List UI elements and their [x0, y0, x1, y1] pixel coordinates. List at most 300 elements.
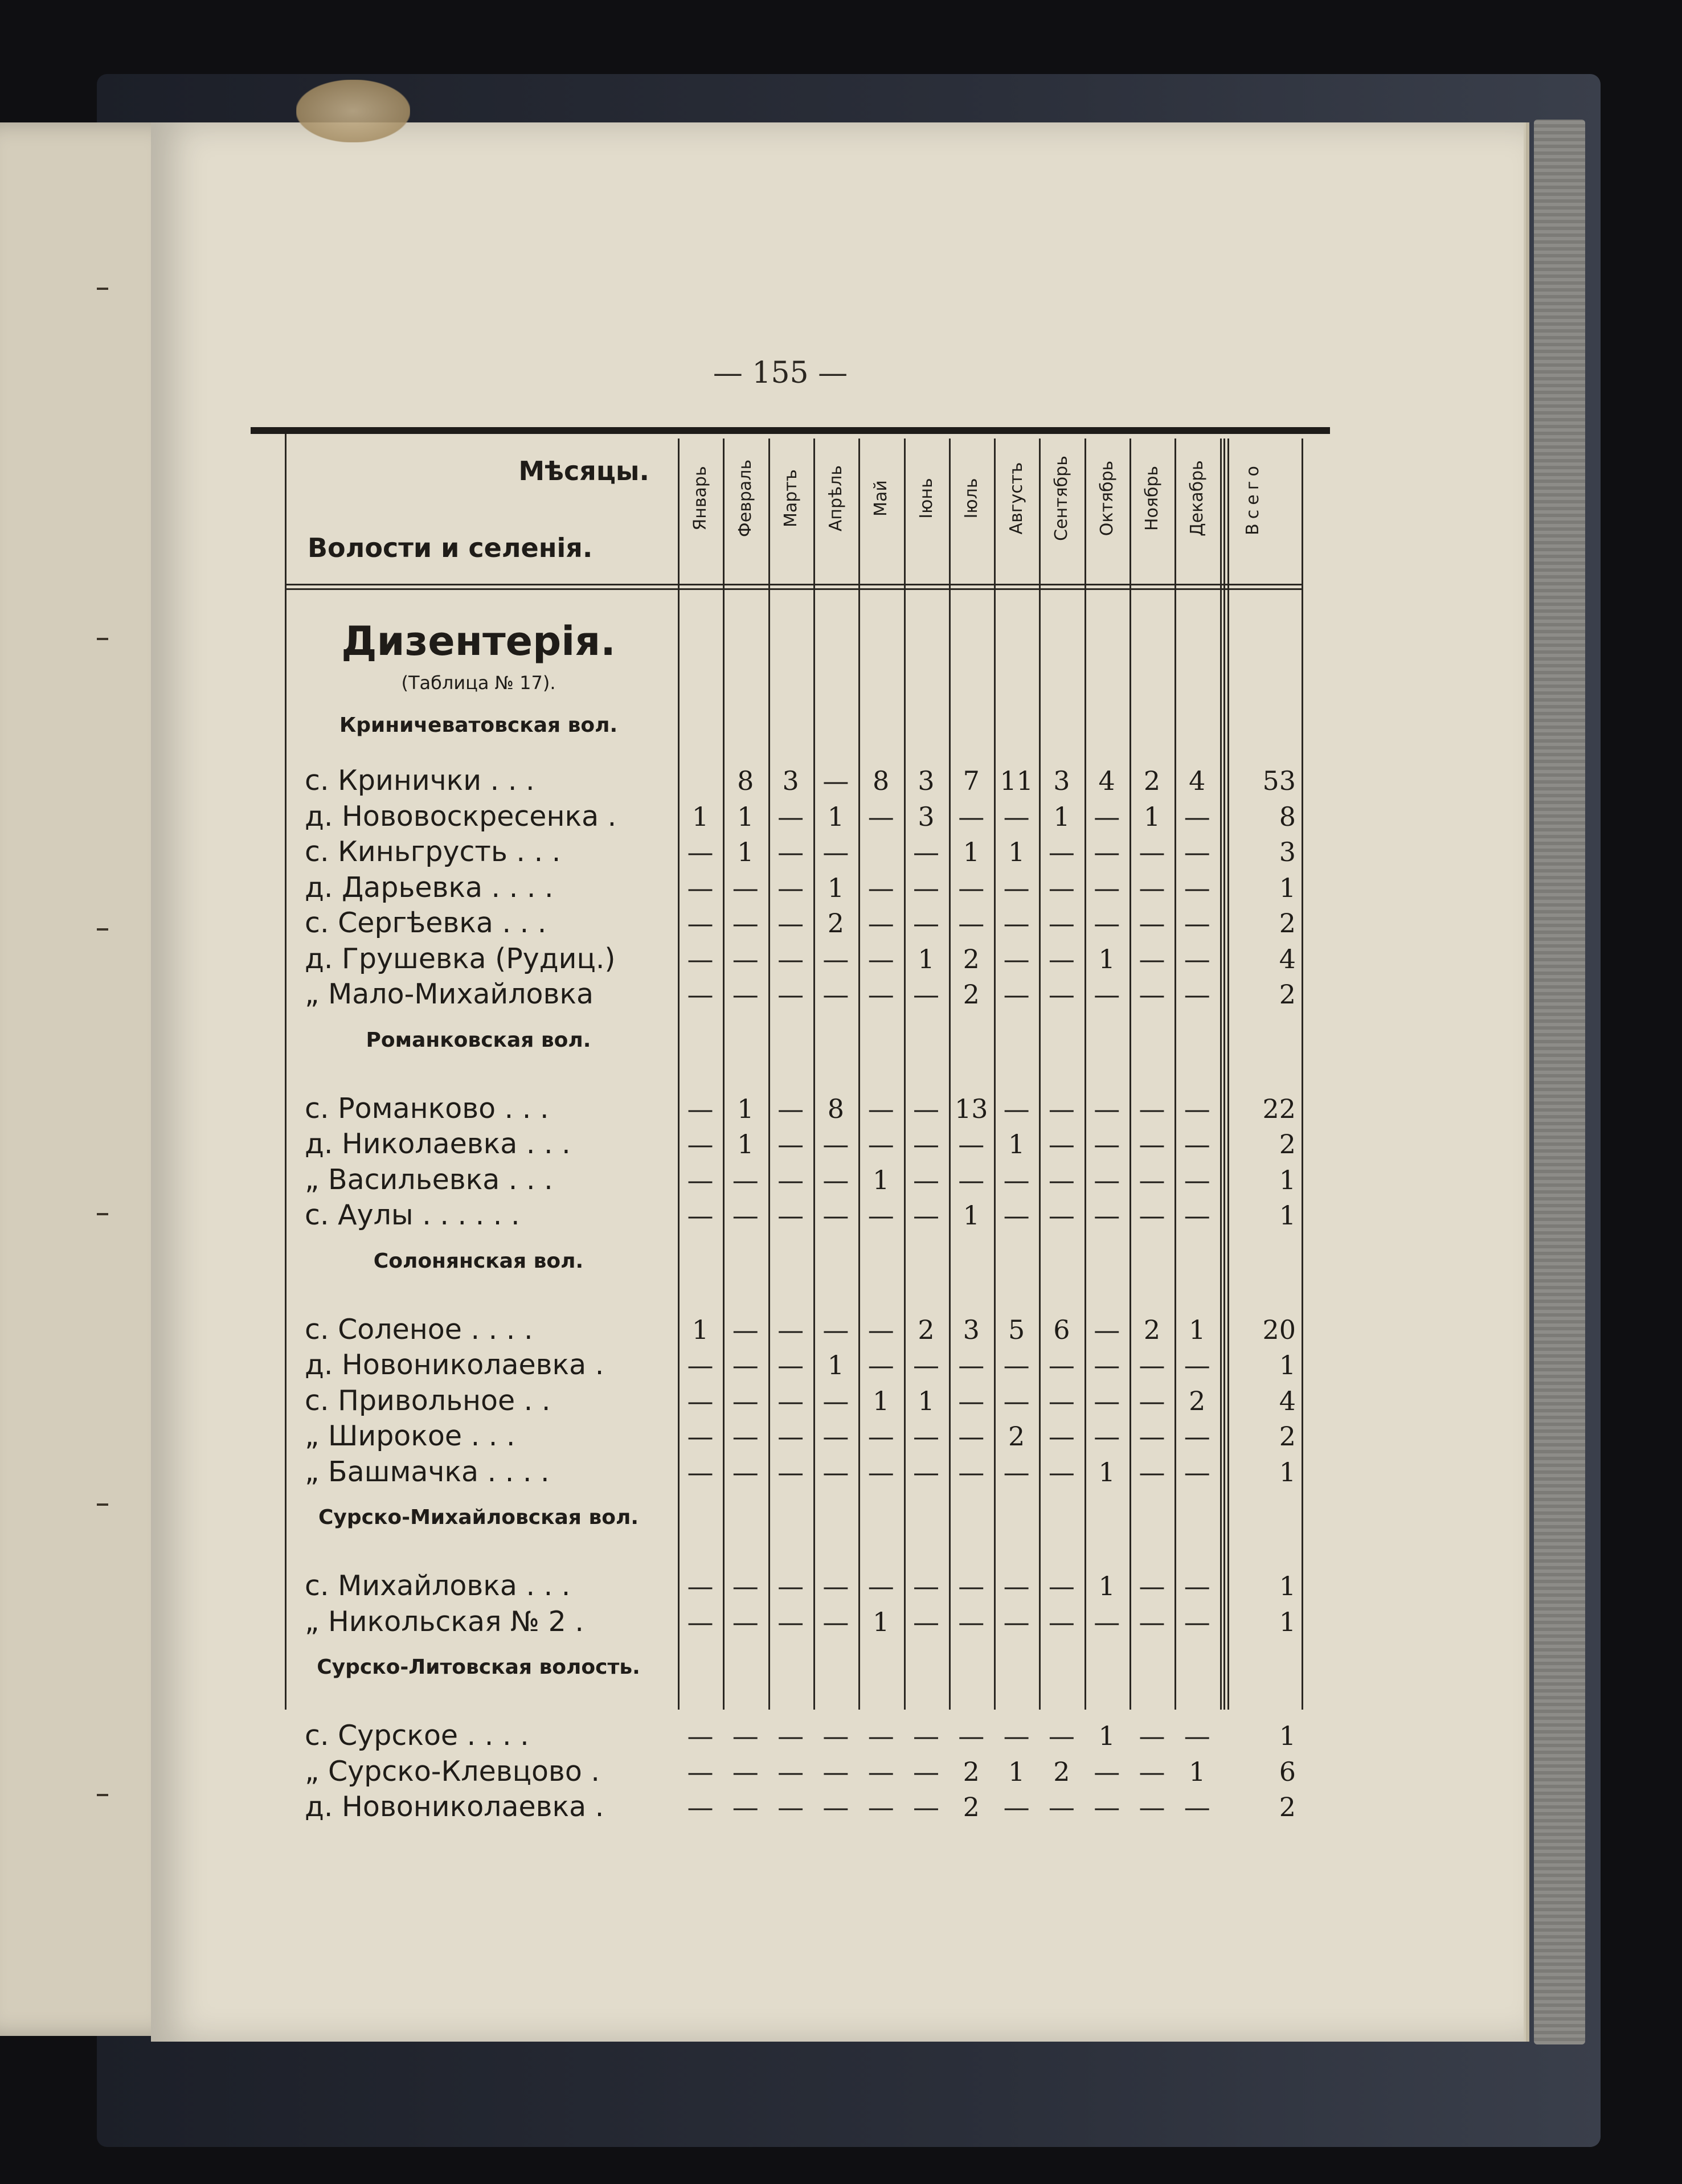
- month-value-cell: 3: [1053, 765, 1070, 796]
- month-value-cell: 1: [963, 1200, 980, 1231]
- total-column-line: [1223, 439, 1225, 1710]
- total-value-cell: 2: [1279, 908, 1296, 939]
- month-value-cell: —: [1139, 1385, 1165, 1416]
- month-value-cell: —: [1184, 1164, 1210, 1195]
- month-value-cell: —: [867, 943, 894, 974]
- village-name: с. Романково . . .: [305, 1092, 549, 1125]
- village-name: д. Николаевка . . .: [305, 1128, 571, 1160]
- month-value-cell: 1: [827, 872, 845, 903]
- month-value-cell: —: [867, 1720, 894, 1751]
- month-value-cell: —: [913, 1571, 939, 1601]
- month-value-cell: —: [687, 1200, 714, 1231]
- month-value-cell: 1: [1008, 837, 1025, 867]
- total-value-cell: 20: [1262, 1314, 1296, 1345]
- month-value-cell: —: [822, 943, 849, 974]
- month-value-cell: —: [867, 1792, 894, 1822]
- month-value-cell: 1: [1098, 1456, 1115, 1488]
- month-header: Іюль: [961, 478, 981, 519]
- month-value-cell: 1: [873, 1606, 890, 1637]
- month-value-cell: —: [1139, 1164, 1165, 1195]
- month-value-cell: 1: [873, 1164, 890, 1195]
- month-value-cell: —: [958, 1421, 985, 1452]
- month-value-cell: —: [1003, 1720, 1030, 1751]
- month-value-cell: —: [822, 1456, 849, 1488]
- month-value-cell: —: [1003, 872, 1030, 903]
- month-header: Сентябрь: [1051, 456, 1072, 541]
- margin-mark: [97, 1503, 108, 1506]
- month-value-cell: —: [687, 1756, 714, 1787]
- column-line: [723, 439, 725, 1710]
- month-value-cell: 1: [873, 1385, 890, 1416]
- month-value-cell: 2: [918, 1314, 935, 1345]
- month-header: Мартъ: [780, 469, 801, 527]
- month-value-cell: —: [822, 837, 849, 867]
- month-value-cell: —: [777, 1093, 804, 1124]
- month-value-cell: —: [913, 1456, 939, 1488]
- village-name: д. Новониколаевка .: [305, 1349, 604, 1381]
- month-value-cell: —: [867, 801, 894, 832]
- header-villages-label: Волости и селенія.: [308, 532, 593, 563]
- month-value-cell: —: [687, 1350, 714, 1380]
- month-value-cell: —: [777, 872, 804, 903]
- table-title: Дизентерія.: [341, 618, 616, 665]
- page-number: — 155 —: [713, 356, 848, 390]
- month-value-cell: 8: [873, 765, 890, 796]
- month-value-cell: —: [913, 1164, 939, 1195]
- month-value-cell: —: [1048, 1385, 1075, 1416]
- month-value-cell: —: [687, 837, 714, 867]
- month-value-cell: 2: [963, 979, 980, 1010]
- month-value-cell: —: [1184, 872, 1210, 903]
- month-value-cell: —: [822, 1571, 849, 1601]
- month-value-cell: 2: [1053, 1756, 1070, 1787]
- column-line: [994, 439, 996, 1710]
- month-value-cell: —: [1003, 1350, 1030, 1380]
- month-value-cell: —: [1184, 1093, 1210, 1124]
- village-name: с. Киньгрусть . . .: [305, 835, 561, 868]
- month-value-cell: —: [687, 1792, 714, 1822]
- village-name: „ Мало-Михайловка: [305, 978, 594, 1010]
- column-line: [904, 439, 906, 1710]
- total-column-line: [1227, 439, 1229, 1710]
- header-separator: [285, 584, 1302, 585]
- month-value-cell: 1: [1098, 1571, 1115, 1601]
- village-name: „ Сурско-Клевцово .: [305, 1755, 600, 1788]
- month-value-cell: —: [687, 1456, 714, 1488]
- month-value-cell: —: [687, 1606, 714, 1637]
- village-name: „ Широкое . . .: [305, 1420, 515, 1452]
- month-value-cell: —: [1184, 1200, 1210, 1231]
- month-value-cell: —: [913, 908, 939, 939]
- month-value-cell: —: [1094, 1164, 1120, 1195]
- month-value-cell: —: [1048, 1350, 1075, 1380]
- month-value-cell: 3: [963, 1314, 980, 1345]
- total-value-cell: 2: [1279, 1421, 1296, 1452]
- month-value-cell: 1: [1098, 943, 1115, 974]
- month-value-cell: —: [958, 1350, 985, 1380]
- month-header: Августъ: [1006, 462, 1027, 535]
- month-value-cell: —: [822, 1792, 849, 1822]
- month-value-cell: —: [732, 943, 759, 974]
- table-right-border: [1302, 439, 1303, 1710]
- month-value-cell: —: [1048, 837, 1075, 867]
- month-value-cell: —: [822, 1129, 849, 1159]
- month-value-cell: —: [1184, 943, 1210, 974]
- month-value-cell: 2: [963, 1756, 980, 1787]
- month-value-cell: —: [1048, 1421, 1075, 1452]
- month-value-cell: —: [777, 1720, 804, 1751]
- month-value-cell: —: [1003, 1606, 1030, 1637]
- month-value-cell: —: [913, 979, 939, 1010]
- margin-mark: [97, 928, 108, 931]
- month-header: Январь: [690, 466, 710, 531]
- month-value-cell: —: [913, 1200, 939, 1231]
- month-value-cell: —: [1048, 908, 1075, 939]
- month-value-cell: 8: [827, 1093, 845, 1124]
- month-value-cell: —: [867, 1350, 894, 1380]
- month-value-cell: 6: [1053, 1314, 1070, 1345]
- month-header: Апрѣль: [825, 465, 846, 532]
- month-value-cell: —: [1094, 1314, 1120, 1345]
- month-value-cell: —: [1094, 872, 1120, 903]
- month-value-cell: —: [867, 1314, 894, 1345]
- month-value-cell: —: [732, 1792, 759, 1822]
- month-value-cell: —: [958, 1606, 985, 1637]
- month-value-cell: —: [1139, 1720, 1165, 1751]
- margin-mark: [97, 288, 108, 290]
- month-value-cell: —: [777, 1606, 804, 1637]
- month-value-cell: —: [687, 872, 714, 903]
- month-value-cell: —: [687, 943, 714, 974]
- month-value-cell: —: [1184, 1421, 1210, 1452]
- month-value-cell: —: [777, 1350, 804, 1380]
- district-heading: Сурско-Михайловская вол.: [318, 1506, 639, 1529]
- month-value-cell: 1: [1143, 801, 1161, 832]
- total-value-cell: 2: [1279, 979, 1296, 1010]
- month-value-cell: 1: [1189, 1756, 1206, 1787]
- total-header: Всего: [1243, 461, 1263, 535]
- column-line: [678, 439, 680, 1710]
- month-value-cell: —: [1048, 979, 1075, 1010]
- month-value-cell: —: [1003, 908, 1030, 939]
- table-subtitle: (Таблица № 17).: [401, 672, 556, 694]
- month-value-cell: —: [687, 1571, 714, 1601]
- month-value-cell: —: [867, 872, 894, 903]
- month-value-cell: —: [732, 1200, 759, 1231]
- month-value-cell: —: [822, 1421, 849, 1452]
- month-value-cell: —: [1184, 801, 1210, 832]
- district-heading: Сурско-Литовская волость.: [317, 1656, 640, 1679]
- month-value-cell: —: [1139, 1200, 1165, 1231]
- month-value-cell: —: [822, 1756, 849, 1787]
- month-value-cell: —: [822, 1314, 849, 1345]
- month-value-cell: —: [1184, 1129, 1210, 1159]
- column-line: [1039, 439, 1041, 1710]
- village-name: с. Сергѣевка . . .: [305, 907, 547, 939]
- total-value-cell: 1: [1279, 1350, 1296, 1380]
- month-value-cell: 1: [691, 801, 709, 832]
- column-line: [1084, 439, 1086, 1710]
- month-value-cell: —: [867, 908, 894, 939]
- month-value-cell: —: [1139, 1093, 1165, 1124]
- month-value-cell: —: [1139, 979, 1165, 1010]
- month-value-cell: —: [1139, 1129, 1165, 1159]
- total-value-cell: 53: [1262, 765, 1296, 796]
- month-value-cell: —: [958, 872, 985, 903]
- month-value-cell: —: [777, 801, 804, 832]
- total-value-cell: 1: [1279, 1200, 1296, 1231]
- village-name: д. Грушевка (Рудиц.): [305, 942, 616, 975]
- month-value-cell: —: [1048, 1200, 1075, 1231]
- village-name: д. Новониколаевка .: [305, 1790, 604, 1823]
- month-value-cell: 1: [1189, 1314, 1206, 1345]
- month-value-cell: 2: [1143, 1314, 1161, 1345]
- month-value-cell: —: [777, 1385, 804, 1416]
- margin-mark: [97, 638, 108, 640]
- month-value-cell: 1: [737, 801, 754, 832]
- month-value-cell: 4: [1098, 765, 1115, 796]
- month-value-cell: —: [1003, 1385, 1030, 1416]
- month-value-cell: —: [732, 1756, 759, 1787]
- month-value-cell: —: [1139, 1606, 1165, 1637]
- month-value-cell: —: [1003, 943, 1030, 974]
- month-value-cell: —: [1048, 943, 1075, 974]
- month-value-cell: —: [1094, 1756, 1120, 1787]
- month-value-cell: 7: [963, 765, 980, 796]
- month-value-cell: —: [1048, 1792, 1075, 1822]
- month-value-cell: —: [777, 1200, 804, 1231]
- month-value-cell: 1: [737, 1129, 754, 1159]
- month-value-cell: —: [777, 1456, 804, 1488]
- book-cloth-edge: [1534, 120, 1585, 2044]
- month-value-cell: 1: [918, 943, 935, 974]
- month-value-cell: —: [1139, 1571, 1165, 1601]
- total-value-cell: 4: [1279, 1385, 1296, 1416]
- column-line: [949, 439, 951, 1710]
- month-value-cell: —: [1094, 979, 1120, 1010]
- header-months-label: Мѣсяцы.: [518, 456, 649, 486]
- total-value-cell: 1: [1279, 1571, 1296, 1601]
- month-value-cell: —: [1094, 1385, 1120, 1416]
- month-value-cell: —: [958, 1129, 985, 1159]
- month-value-cell: 11: [1000, 765, 1033, 796]
- month-value-cell: —: [1184, 1571, 1210, 1601]
- month-value-cell: —: [1094, 1350, 1120, 1380]
- month-value-cell: —: [777, 837, 804, 867]
- month-value-cell: —: [732, 1456, 759, 1488]
- month-value-cell: —: [732, 1164, 759, 1195]
- month-value-cell: —: [1139, 1792, 1165, 1822]
- column-line: [1174, 439, 1176, 1710]
- month-value-cell: —: [913, 837, 939, 867]
- month-value-cell: 3: [918, 765, 935, 796]
- district-heading: Криничеватовская вол.: [339, 714, 618, 737]
- month-value-cell: —: [732, 1385, 759, 1416]
- month-value-cell: —: [732, 1720, 759, 1751]
- column-line: [1220, 439, 1222, 1710]
- month-value-cell: —: [913, 1129, 939, 1159]
- month-value-cell: —: [1094, 1606, 1120, 1637]
- month-value-cell: —: [867, 1093, 894, 1124]
- total-value-cell: 1: [1279, 1720, 1296, 1751]
- month-value-cell: —: [913, 1350, 939, 1380]
- month-value-cell: —: [958, 1164, 985, 1195]
- month-value-cell: —: [1139, 1350, 1165, 1380]
- month-header: Февраль: [735, 459, 756, 538]
- month-value-cell: 2: [963, 1792, 980, 1822]
- month-value-cell: —: [732, 979, 759, 1010]
- month-value-cell: —: [1048, 872, 1075, 903]
- month-value-cell: —: [732, 1350, 759, 1380]
- month-value-cell: —: [1003, 1200, 1030, 1231]
- month-value-cell: —: [687, 979, 714, 1010]
- month-value-cell: —: [1003, 801, 1030, 832]
- month-value-cell: —: [1184, 837, 1210, 867]
- month-value-cell: —: [687, 1720, 714, 1751]
- month-value-cell: [678, 763, 723, 798]
- month-value-cell: —: [732, 1314, 759, 1345]
- month-value-cell: 1: [737, 1093, 754, 1124]
- month-value-cell: —: [958, 908, 985, 939]
- month-value-cell: 1: [827, 801, 845, 832]
- total-value-cell: 22: [1262, 1093, 1296, 1124]
- month-value-cell: —: [732, 872, 759, 903]
- month-value-cell: —: [958, 801, 985, 832]
- month-value-cell: —: [1003, 1164, 1030, 1195]
- month-value-cell: —: [777, 1129, 804, 1159]
- total-value-cell: 2: [1279, 1129, 1296, 1159]
- month-value-cell: —: [1139, 837, 1165, 867]
- month-value-cell: —: [867, 1421, 894, 1452]
- month-header: Ноябрь: [1142, 465, 1162, 531]
- month-value-cell: 2: [1008, 1421, 1025, 1452]
- month-value-cell: —: [687, 1421, 714, 1452]
- month-value-cell: —: [913, 1792, 939, 1822]
- month-value-cell: —: [1094, 801, 1120, 832]
- month-value-cell: 4: [1189, 765, 1206, 796]
- total-value-cell: 8: [1279, 801, 1296, 832]
- month-value-cell: —: [867, 1756, 894, 1787]
- total-value-cell: 1: [1279, 1456, 1296, 1488]
- month-value-cell: —: [687, 908, 714, 939]
- month-value-cell: —: [1139, 872, 1165, 903]
- month-value-cell: 3: [782, 765, 799, 796]
- month-value-cell: 1: [691, 1314, 709, 1345]
- month-value-cell: —: [1048, 1456, 1075, 1488]
- month-value-cell: —: [913, 1421, 939, 1452]
- month-value-cell: —: [1003, 1456, 1030, 1488]
- header-separator-double: [285, 588, 1302, 590]
- column-line: [813, 439, 815, 1710]
- month-value-cell: —: [867, 1456, 894, 1488]
- month-value-cell: 1: [1008, 1129, 1025, 1159]
- month-value-cell: —: [822, 1385, 849, 1416]
- district-heading: Солонянская вол.: [373, 1249, 584, 1273]
- month-value-cell: —: [958, 1720, 985, 1751]
- village-name: „ Васильевка . . .: [305, 1163, 553, 1196]
- month-value-cell: —: [1048, 1606, 1075, 1637]
- month-header: Іюнь: [916, 478, 936, 519]
- month-value-cell: —: [1094, 1200, 1120, 1231]
- month-value-cell: —: [1139, 943, 1165, 974]
- month-value-cell: 1: [918, 1385, 935, 1416]
- month-value-cell: 1: [1008, 1756, 1025, 1787]
- total-value-cell: 2: [1279, 1792, 1296, 1822]
- district-heading: Романковская вол.: [366, 1028, 591, 1052]
- month-value-cell: —: [1094, 1421, 1120, 1452]
- total-value-cell: 4: [1279, 943, 1296, 974]
- month-value-cell: 2: [1189, 1385, 1206, 1416]
- column-line: [768, 439, 770, 1710]
- village-name: с. Сурское . . . .: [305, 1719, 529, 1752]
- month-value-cell: —: [777, 1421, 804, 1452]
- month-header: Октябрь: [1096, 460, 1117, 536]
- village-name: с. Михайловка . . .: [305, 1570, 571, 1602]
- month-header: Май: [871, 480, 891, 517]
- month-value-cell: —: [913, 872, 939, 903]
- month-value-cell: —: [687, 1164, 714, 1195]
- month-value-cell: 1: [963, 837, 980, 867]
- total-value-cell: 1: [1279, 872, 1296, 903]
- month-value-cell: —: [958, 1385, 985, 1416]
- month-value-cell: —: [1184, 1350, 1210, 1380]
- month-value-cell: —: [687, 1385, 714, 1416]
- month-value-cell: —: [958, 1456, 985, 1488]
- month-value-cell: [858, 834, 903, 870]
- column-line: [858, 439, 860, 1710]
- table-left-border: [285, 434, 287, 1710]
- month-value-cell: —: [1139, 1421, 1165, 1452]
- month-value-cell: —: [822, 1720, 849, 1751]
- month-value-cell: —: [822, 765, 849, 796]
- month-value-cell: —: [1184, 1456, 1210, 1488]
- month-value-cell: —: [1139, 1756, 1165, 1787]
- month-value-cell: —: [1048, 1720, 1075, 1751]
- month-value-cell: —: [867, 1200, 894, 1231]
- month-value-cell: 3: [918, 801, 935, 832]
- month-value-cell: —: [732, 908, 759, 939]
- month-value-cell: —: [913, 1756, 939, 1787]
- total-value-cell: 3: [1279, 837, 1296, 867]
- month-value-cell: 1: [1098, 1720, 1115, 1751]
- month-value-cell: —: [1094, 1792, 1120, 1822]
- village-name: с. Соленое . . . .: [305, 1313, 533, 1346]
- month-value-cell: —: [777, 1792, 804, 1822]
- month-value-cell: —: [1003, 979, 1030, 1010]
- month-value-cell: —: [1048, 1571, 1075, 1601]
- month-value-cell: —: [867, 1571, 894, 1601]
- month-value-cell: —: [687, 1093, 714, 1124]
- month-value-cell: —: [822, 979, 849, 1010]
- month-value-cell: —: [732, 1571, 759, 1601]
- total-value-cell: 1: [1279, 1164, 1296, 1195]
- month-value-cell: —: [958, 1571, 985, 1601]
- month-value-cell: 8: [737, 765, 754, 796]
- month-value-cell: —: [1003, 1571, 1030, 1601]
- month-value-cell: —: [777, 979, 804, 1010]
- total-value-cell: 1: [1279, 1606, 1296, 1637]
- month-value-cell: —: [1139, 1456, 1165, 1488]
- month-value-cell: 1: [1053, 801, 1070, 832]
- month-value-cell: —: [1184, 1606, 1210, 1637]
- month-value-cell: 2: [827, 908, 845, 939]
- month-value-cell: 1: [827, 1350, 845, 1380]
- month-value-cell: 1: [737, 837, 754, 867]
- month-value-cell: —: [1048, 1129, 1075, 1159]
- month-value-cell: —: [913, 1720, 939, 1751]
- month-value-cell: —: [822, 1164, 849, 1195]
- village-name: „ Никольская № 2 .: [305, 1605, 584, 1638]
